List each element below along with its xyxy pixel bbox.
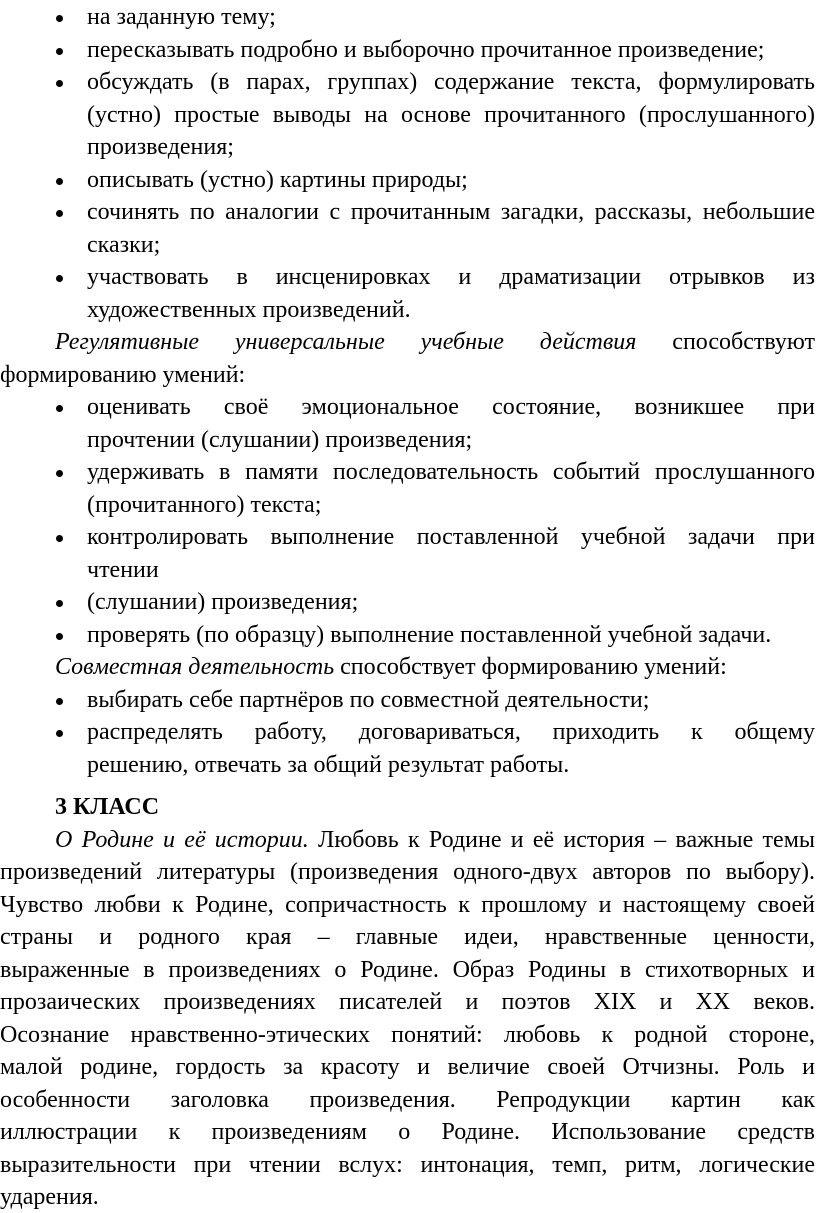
text-line [87,424,815,456]
text-line [87,489,815,521]
line-text: прочтении (слушании) произведения; [87,426,473,453]
line-text: 3 КЛАСС [55,794,160,820]
line-text: Осознание нравственно-этических понятий: любовь к родной стороне, [0,1021,815,1048]
list-item [87,261,815,293]
text-line [0,986,815,1018]
bullet-icon [56,405,63,412]
list-item [87,684,815,716]
line-text: оценивать своё эмоциональное состояние, возникшее при [87,394,815,420]
text-line [0,1051,815,1083]
list-item [87,586,815,618]
line-text: (устно) простые выводы на основе прочитанного (прослушанного) [87,101,815,128]
text-line [0,856,815,888]
text-line [87,554,815,586]
text-line [87,749,815,781]
list-item [87,391,815,423]
text-line [0,921,815,953]
italic-lead: О Родине и её истории. [55,826,309,853]
list-item [87,716,815,748]
line-text: способствуют [636,329,815,355]
bullet-icon [56,730,63,737]
line-text: страны и родного края – главные идеи, нравственные ценности, [0,924,815,950]
line-text: иллюстрации к произведениям о Родине. Использование средств [0,1119,815,1145]
line-text: сказки; [87,231,161,258]
text-line [87,294,815,326]
section-heading [55,791,815,823]
italic-lead: Регулятивные универсальные учебные действия [55,329,637,355]
line-text: (прочитанного) текста; [87,491,322,518]
text-line [0,359,815,391]
text-line [0,954,815,986]
bullet-icon [56,178,63,185]
bullet-icon [56,210,63,217]
line-text: малой родине, гордость за красоту и величие своей Отчизны. Роль и [0,1054,815,1080]
text-line [0,1084,815,1116]
bullet-icon [56,600,63,607]
line-text: сочинять по аналогии с прочитанным загадки, рассказы, небольшие [87,199,815,225]
text-line [0,1019,815,1051]
line-text: решению, отвечать за общий результат работы. [87,751,570,778]
line-text: художественных произведений. [87,296,411,323]
text-line [0,889,815,921]
line-text: выразительности при чтении вслух: интонация, темп, ритм, логические [0,1151,815,1178]
line-text: способствует формированию умений: [334,654,727,680]
line-text: на заданную тему; [87,4,276,30]
text-line [55,824,815,856]
bullet-icon [56,633,63,640]
line-text: участвовать в инсценировках и драматизации отрывков из [87,264,815,290]
line-text: пересказывать подробно и выборочно прочитанное произведение; [87,36,765,63]
line-text: выбирать себе партнёров по совместной деятельности; [87,686,650,713]
line-text: особенности заголовка произведения. Репродукции картин как [0,1086,815,1113]
bullet-icon [56,275,63,282]
line-text: произведения; [87,134,234,160]
text-line [0,1181,815,1213]
list-item [87,619,815,651]
line-text: прозаических произведениях писателей и поэтов XIX и XX веков. [0,989,815,1015]
line-text: описывать (устно) картины природы; [87,166,468,193]
bullet-icon [56,80,63,87]
text-line [87,99,815,131]
line-text: (слушании) произведения; [87,589,359,615]
text-line [55,651,815,683]
bullet-icon [56,535,63,542]
list-item [87,1,815,33]
line-text: чтении [87,556,159,583]
text-line [87,229,815,261]
line-text: выраженные в произведениях о Родине. Образ Родины в стихотворных и [0,956,815,983]
line-text: ударения. [0,1184,99,1210]
line-text: произведений литературы (произведения одного-двух авторов по выбору). [0,859,815,885]
list-item [87,456,815,488]
bullet-icon [56,470,63,477]
list-item [87,521,815,553]
text-line [55,326,815,358]
text-line [87,131,815,163]
bullet-icon [56,48,63,55]
line-text: удерживать в памяти последовательность событий прослушанного [87,459,815,485]
bullet-icon [56,698,63,705]
line-text: распределять работу, договариваться, приходить к общему [87,719,815,745]
line-text: Чувство любви к Родине, сопричастность к прошлому и настоящему своей [0,891,815,918]
line-text: Любовь к Родине и её история – важные темы [308,826,815,853]
bullet-icon [56,15,63,22]
text-line [0,1116,815,1148]
line-text: контролировать выполнение поставленной учебной задачи при [87,524,815,550]
line-text: формированию умений: [0,361,246,388]
list-item [87,34,815,66]
line-text: обсуждать (в парах, группах) содержание текста, формулировать [87,69,815,95]
line-text: проверять (по образцу) выполнение поставленной учебной задачи. [87,621,772,648]
list-item [87,196,815,228]
text-line [0,1149,815,1181]
list-item [87,66,815,98]
list-item [87,164,815,196]
italic-lead: Совместная деятельность [55,654,335,680]
